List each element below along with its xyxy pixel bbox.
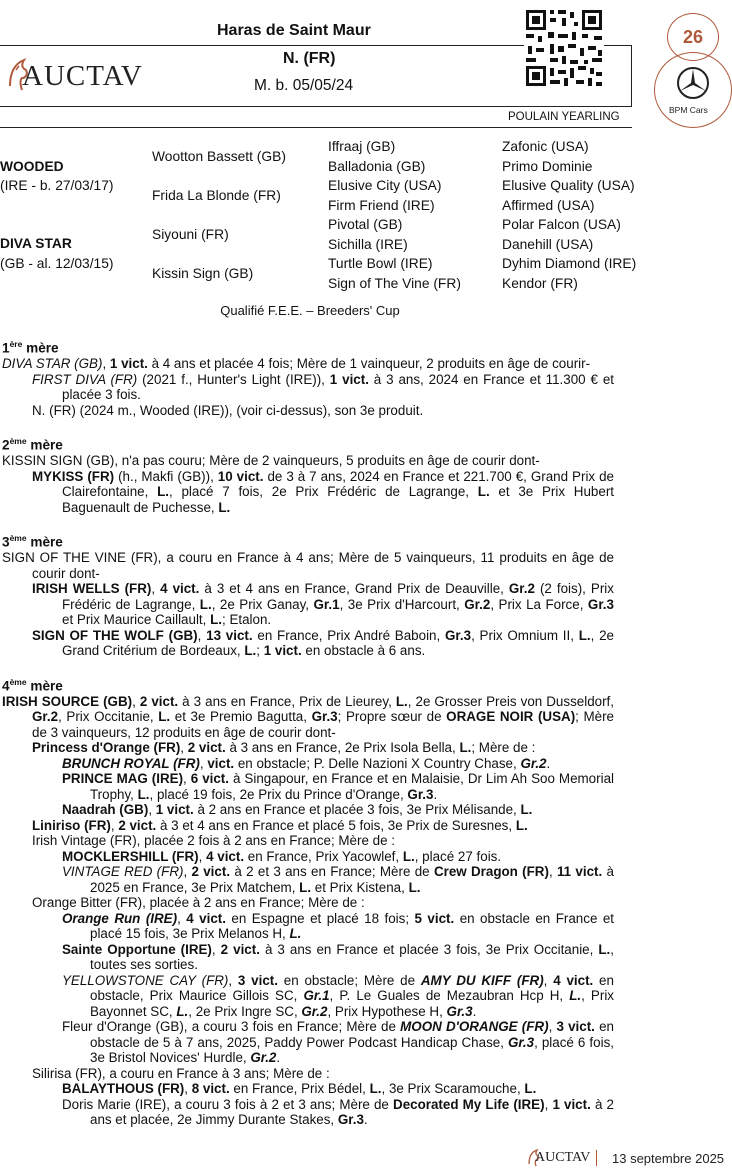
catalogue-notes xyxy=(2,330,614,1128)
footer-logo xyxy=(527,1148,589,1168)
produce-paragraph: Princess d'Orange (FR), 2 vict. à 3 ans en France, 2e Prix Isola Bella, L.; Mère de : xyxy=(32,740,536,756)
produce-paragraph: Sainte Opportune (IRE), 2 vict. à 3 ans en France et placée 3 fois, 3e Prix Occitanie, L., toutes ses sorties. xyxy=(62,941,614,973)
pedigree-gen3-item: Sichilla (IRE) xyxy=(328,236,408,252)
sponsor-logo xyxy=(654,52,732,128)
section-heading-4: 4ème mère xyxy=(2,676,63,694)
produce-paragraph: SIGN OF THE WOLF (GB), 13 vict. en France, Prix André Baboin, Gr.3, Prix Omnium II, L., 2e Grand Critérium de Bordeaux, L.; 1 vict. en obstacle à 6 ans. xyxy=(32,627,614,659)
sponsor-name: BPM Cars xyxy=(669,105,708,115)
produce-paragraph: Silirisa (FR), a couru en France à 3 ans; Mère de : xyxy=(32,1065,330,1081)
produce-paragraph: Doris Marie (IRE), a couru 3 fois à 2 et 3 ans; Mère de Decorated My Life (IRE), 1 vict. à 2 ans et placée, 2e Jimmy Durante Stakes, Gr.3. xyxy=(62,1096,614,1128)
auctav-logo xyxy=(6,56,148,96)
pedigree-gen3-item: Iffraaj (GB) xyxy=(328,139,396,154)
produce-paragraph: Fleur d'Orange (GB), a couru 3 fois en France; Mère de MOON D'ORANGE (FR), 3 vict. en obstacle de 5 à 7 ans, 2025, Paddy Power Podcast Handicap Chase, Gr.3, placé 6 fois, 3e Bristol Novices' Hurdle, Gr.2. xyxy=(62,1019,614,1066)
produce-paragraph: BRUNCH ROYAL (FR), vict. en obstacle; P. Delle Nazioni X Country Chase, Gr.2. xyxy=(62,755,551,771)
pedigree-gen4-item: Dyhim Diamond (IRE) xyxy=(502,256,637,271)
produce-paragraph: Naadrah (GB), 1 vict. à 2 ans en France et placée 3 fois, 3e Prix Mélisande, L. xyxy=(62,802,533,818)
pedigree-sire-info: (IRE - b. 27/03/17) xyxy=(0,178,114,193)
pedigree-gen4-item: Zafonic (USA) xyxy=(502,139,589,154)
produce-paragraph: MOCKLERSHILL (FR), 4 vict. en France, Prix Yacowlef, L., placé 27 fois. xyxy=(62,848,502,864)
pedigree-gen4-item: Danehill (USA) xyxy=(502,236,594,252)
pedigree-gen4-item: Primo Dominie xyxy=(502,158,593,174)
qualification-note: Qualifié F.E.E. – Breeders' Cup xyxy=(220,303,400,318)
fourth-dam-paragraph: IRISH SOURCE (GB), 2 vict. à 3 ans en France, Prix de Lieurey, L., 2e Grosser Preis von Dusseldorf, Gr.2, Prix Occitanie, L. et 3e Premio Bagutta, Gr.3; Propre sœur de ORAGE NOIR (USA); Mère de 3 vainqueurs, 12 produits en âge de courir dont- xyxy=(2,693,614,740)
pedigree-dam: DIVA STAR xyxy=(0,236,72,251)
produce-paragraph: Orange Bitter (FR), placée à 2 ans en France; Mère de : xyxy=(32,895,365,911)
produce-paragraph: Liniriso (FR), 2 vict. à 3 et 4 ans en France et placé 5 fois, 3e Prix de Suresnes, L. xyxy=(32,817,528,833)
footer-date: 13 septembre 2025 xyxy=(612,1151,725,1166)
produce-paragraph: PRINCE MAG (IRE), 6 vict. à Singapour, en France et en Malaisie, Dr Lim Ah Soo Memorial Trophy, L., placé 19 fois, 2e Prix du Prince d'Orange, Gr.3. xyxy=(62,771,614,802)
lot-number-badge: 26 xyxy=(667,13,719,61)
pedigree-gen3-item: Sign of The Vine (FR) xyxy=(328,275,461,291)
lot-category: POULAIN YEARLING xyxy=(508,111,620,123)
pedigree-gen3 xyxy=(328,137,461,293)
produce-paragraph: MYKISS (FR) (h., Makfi (GB)), 10 vict. de 3 à 7 ans, 2024 en France et 221.700 €, Grand Prix de Clairefontaine, L., placé 7 fois, 2e Prix Frédéric de Lagrange, L. et 3e Prix Hubert Baguenault de Puchesse, L. xyxy=(32,468,614,515)
produce-paragraph: BALAYTHOUS (FR), 8 vict. en France, Prix Bédel, L., 3e Prix Scaramouche, L. xyxy=(62,1081,537,1097)
pedigree-gen4-item: Kendor (FR) xyxy=(502,275,578,291)
pedigree-gen4-item: Polar Falcon (USA) xyxy=(502,217,621,232)
pedigree-gen2-item: Kissin Sign (GB) xyxy=(152,266,254,281)
third-dam-paragraph: SIGN OF THE VINE (FR), a couru en France à 4 ans; Mère de 5 vainqueurs, 11 produits en âge de courir dont- xyxy=(2,550,614,581)
pedigree-gen3-item: Balladonia (GB) xyxy=(328,158,426,174)
produce-paragraph: Orange Run (IRE), 4 vict. en Espagne et placé 18 fois; 5 vict. en obstacle en France et placé 15 fois, 3e Prix Melanos H, L. xyxy=(62,910,615,942)
pedigree-gen3-item: Turtle Bowl (IRE) xyxy=(328,256,433,271)
pedigree-gen4 xyxy=(502,137,636,293)
produce-paragraph: YELLOWSTONE CAY (FR), 3 vict. en obstacle; Mère de AMY DU KIFF (FR), 4 vict. en obstacle, Prix Maurice Gillois SC, Gr.1, P. Le Guales de Mezaubran Hcp H, L., Prix Bayonnet SC, L., 2e Prix Ingre SC, Gr.2, Prix Hypothese H, Gr.3. xyxy=(62,972,614,1019)
pedigree-gen3-item: Firm Friend (IRE) xyxy=(328,197,435,213)
dam-paragraph: DIVA STAR (GB), 1 vict. à 4 ans et placée 4 fois; Mère de 1 vainqueur, 2 produits en âge de courir- xyxy=(2,356,591,372)
produce-paragraph: Irish Vintage (FR), placée 2 fois à 2 ans en France; Mère de : xyxy=(32,833,395,849)
pedigree-gen2-item: Frida La Blonde (FR) xyxy=(152,188,281,203)
footer-brand: AUCTAV xyxy=(535,1150,591,1165)
mercedes-star-icon xyxy=(675,65,711,101)
consignor-name: Haras de Saint Maur xyxy=(217,22,371,39)
pedigree-sire: WOODED xyxy=(0,159,64,174)
pedigree-gen2-item: Wootton Bassett (GB) xyxy=(152,149,286,164)
section-heading-3: 3ème mère xyxy=(2,533,63,550)
lot-description: M. b. 05/05/24 xyxy=(254,77,354,94)
section-heading-1: 1ère mère xyxy=(2,339,59,356)
lot-name: N. (FR) xyxy=(283,50,336,67)
pedigree-gen4-item: Elusive Quality (USA) xyxy=(502,178,635,193)
granddam-paragraph: KISSIN SIGN (GB), n'a pas couru; Mère de 2 vainqueurs, 5 produits en âge de courir dont- xyxy=(2,453,540,469)
header-rule xyxy=(0,127,632,128)
produce-paragraph: FIRST DIVA (FR) (2021 f., Hunter's Light (IRE)), 1 vict. à 3 ans, 2024 en France et 11.300 € et placée 3 fois. xyxy=(32,371,614,403)
pedigree-gen4-item: Affirmed (USA) xyxy=(502,197,595,213)
produce-paragraph: N. (FR) (2024 m., Wooded (IRE)), (voir ci-dessus), son 3e produit. xyxy=(32,402,424,418)
pedigree-gen2-item: Siyouni (FR) xyxy=(152,227,229,242)
section-heading-2: 2ème mère xyxy=(2,436,63,453)
produce-paragraph: IRISH WELLS (FR), 4 vict. à 3 et 4 ans en France, Grand Prix de Deauville, Gr.2 (2 fois), Prix Frédéric de Lagrange, L., 2e Prix Ganay, Gr.1, 3e Prix d'Harcourt, Gr.2, Prix La Force, Gr.3 et Prix Maurice Caillault, L.; Etalon. xyxy=(32,581,614,628)
produce-paragraph: VINTAGE RED (FR), 2 vict. à 2 et 3 ans en France; Mère de Crew Dragon (FR), 11 vict. à 2025 en France, 3e Prix Matchem, L. et Prix Kistena, L. xyxy=(62,864,614,895)
footer-separator xyxy=(596,1150,597,1166)
pedigree-gen3-item: Elusive City (USA) xyxy=(328,178,442,193)
qr-code-icon[interactable] xyxy=(524,8,604,88)
brand-wordmark: AUCTAV xyxy=(22,60,143,92)
pedigree-dam-info: (GB - al. 12/03/15) xyxy=(0,256,114,271)
pedigree-gen3-item: Pivotal (GB) xyxy=(328,217,403,232)
